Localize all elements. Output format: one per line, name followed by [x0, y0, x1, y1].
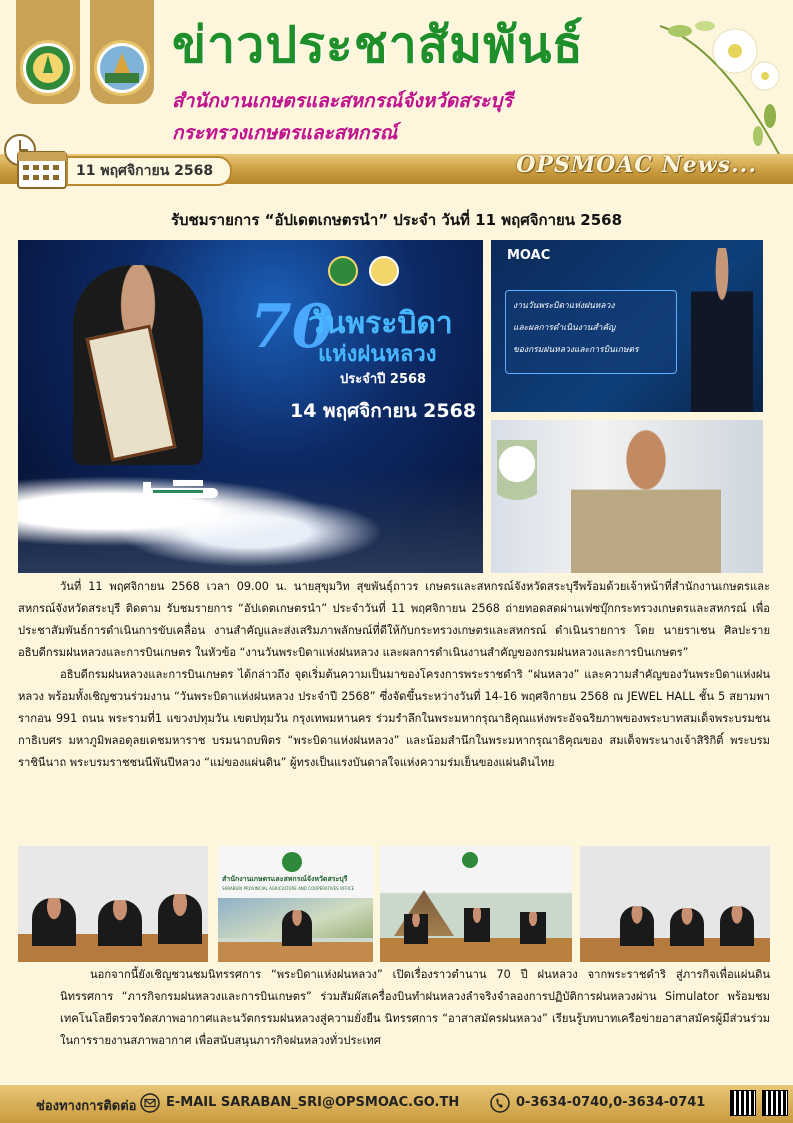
slide-line2: และผลการดำเนินงานสำคัญ — [513, 323, 616, 333]
slide-brand: MOAC — [507, 248, 551, 263]
slide-line3: ของกรมฝนหลวงและการบินเกษตร — [513, 345, 639, 355]
director-video-image — [491, 420, 763, 573]
article-body-top — [18, 576, 770, 774]
poster-title1: วันพระบิดา — [308, 306, 453, 341]
paragraph-1: วันที่ 11 พฤศจิกายน 2568 เวลา 09.00 น. นายสุขุมวิท สุขพันธุ์ถาวร เกษตรและสหกรณ์จังหวัดสระบุรีพร้อมด้วยเจ้าหน้าที่สำนักงานเกษตรและสหกรณ์จังหวัดสระบุรี ติดตาม รับชมรายการ “อัปเดตเกษตรนำ” ประจำวันที่ 11 พฤศจิกายน 2568 ถ่ายทอดสดผ่านเฟซบุ๊กกระทรวงเกษตรและสหกรณ์ เพื่อประชาสัมพันธ์การดำเนินการขับเคลื่อน งานสำคัญและส่งเสริมภาพลักษณ์ที่ดีให้กับกระทรวงเกษตรและสหกรณ์ ดำเนินรายการ โดย นายราเชน ศิลปะราย อธิบดีกรมฝนหลวงและการบินเกษตร ในหัวข้อ “งานวันพระบิดาแห่งฝนหลวง และผลการดำเนินงานสำคัญของกรมฝนหลวงและการบินเกษตร” — [18, 580, 770, 659]
news-date: 11 พฤศจิกายน 2568 — [66, 156, 232, 186]
office-logo-icon — [462, 852, 478, 868]
ministry-name: กระทรวงเกษตรและสหกรณ์ — [172, 122, 398, 144]
province-logo — [94, 40, 150, 96]
broadcast-slide-image — [491, 240, 763, 412]
meeting-photo-2 — [218, 846, 373, 962]
contact-label: ช่องทางการติดต่อ — [36, 1099, 137, 1114]
room-sign: สำนักงานเกษตรและสหกรณ์จังหวัดสระบุรี — [222, 875, 348, 883]
clouds — [18, 470, 483, 573]
flower-decoration — [640, 6, 790, 166]
footer-email[interactable]: E-MAIL SARABAN_SRI@OPSMOAC.GO.TH — [166, 1095, 460, 1110]
office-logo-icon — [282, 852, 302, 872]
person — [32, 898, 76, 946]
speaker-figure — [691, 248, 753, 412]
poster-date: 14 พฤศจิกายน 2568 — [290, 400, 477, 422]
person — [520, 912, 546, 944]
director-figure — [571, 428, 721, 573]
seventy-mark: 70 — [250, 292, 334, 362]
qr-code-2[interactable] — [762, 1090, 788, 1116]
calendar-icon — [2, 132, 68, 190]
poster-title3: ประจำปี 2568 — [340, 372, 427, 387]
flowers — [497, 440, 537, 520]
meeting-photo-3 — [380, 846, 572, 962]
plane-icon — [138, 468, 228, 518]
person — [158, 894, 202, 944]
person — [282, 910, 312, 946]
paragraph-3: นอกจากนี้ยังเชิญชวนชมนิทรรศการ “พระบิดาแห่งฝนหลวง” เปิดเรื่องราวตำนาน 70 ปี ฝนหลวง จากพระราชดำริ สู่ภารกิจเพื่อแผ่นดิน นิทรรศการ “ภารกิจกรมฝนหลวงและการบินเกษตร” ร่วมสัมผัสเครื่องบินทำฝนหลวงลำจริงจำลองการปฏิบัติการฝนหลวงผ่าน Simulator พร้อมชมเทคโนโลยีตรวจวัดสภาพอากาศและนวัตกรรมฝนหลวงสู่ความยั่งยืน นิทรรศการ “อาสาสมัครฝนหลวง” เรียนรู้บทบาทเครือข่ายอาสาสมัครผู้มีส่วนร่วมในการรายงานสภาพอากาศ เพื่อสนับสนุนภารกิจฝนหลวงทั่วประเทศ — [60, 968, 770, 1047]
paragraph-2: อธิบดีกรมฝนหลวงและการบินเกษตร ได้กล่าวถึง จุดเริ่มต้นความเป็นมาของโครงการพระราชดำริ “ฝนหลวง” และความสำคัญของวันพระบิดาแห่งฝนหลวง พร้อมทั้งเชิญชวนร่วมงาน “วันพระบิดาแห่งฝนหลวง ประจำปี 2568” ซึ่งจัดขึ้นระหว่างวันที่ 14-16 พฤศจิกายน 2568 ณ JEWEL HALL ชั้น 5 สยามพารากอน 991 ถนน พระรามที่1 แขวงปทุมวัน เขตปทุมวัน กรุงเทพมหานคร ร่วมรำลึกในพระมหากรุณาธิคุณแห่งพระอัจฉริยภาพของพระบาทสมเด็จพระบรมชนกาธิเบศร มหาภูมิพลอดุลยเดชมหาราช บรมนาถบพิตร “พระบิดาแห่งฝนหลวง” และน้อมสำนึกในพระมหากรุณาธิคุณของ สมเด็จพระนางเจ้าสิริกิติ์ พระบรมราชินีนาถ พระบรมราชชนนีพันปีหลวง “แม่ของแผ่นดิน” ผู้ทรงเป็นแรงบันดาลใจแห่งความร่มเย็นของแผ่นดินไทย — [18, 668, 770, 769]
news-brand: OPSMOAC News... — [516, 152, 757, 178]
poster-logos — [328, 256, 408, 286]
person — [670, 908, 704, 946]
poster-image — [18, 240, 483, 573]
poster-title2: แห่งฝนหลวง — [318, 342, 437, 367]
mail-icon — [140, 1093, 160, 1113]
ministry-logo — [20, 40, 76, 96]
article-body-bottom — [60, 964, 770, 1052]
person — [464, 908, 490, 942]
meeting-photo-4 — [580, 846, 770, 962]
meeting-photo-1 — [18, 846, 208, 962]
qr-code-1[interactable] — [730, 1090, 756, 1116]
person — [404, 914, 428, 944]
person — [620, 906, 654, 946]
headline: รับชมรายการ “อัปเดตเกษตรนำ” ประจำ วันที่ 11 พฤศจิกายน 2568 — [170, 211, 623, 229]
slide-line1: งานวันพระบิดาแห่งฝนหลวง — [513, 301, 615, 311]
person — [98, 900, 142, 946]
room-sign-en: SARABURI PROVINCIAL AGRICULTURE AND COOPERATIVES OFFICE — [222, 886, 355, 891]
page-title: ข่าวประชาสัมพันธ์ — [172, 15, 584, 74]
office-name: สำนักงานเกษตรและสหกรณ์จังหวัดสระบุรี — [172, 90, 513, 112]
footer-phone[interactable]: 0-3634-0740,0-3634-0741 — [516, 1095, 706, 1110]
phone-icon — [490, 1093, 510, 1113]
person — [720, 906, 754, 946]
